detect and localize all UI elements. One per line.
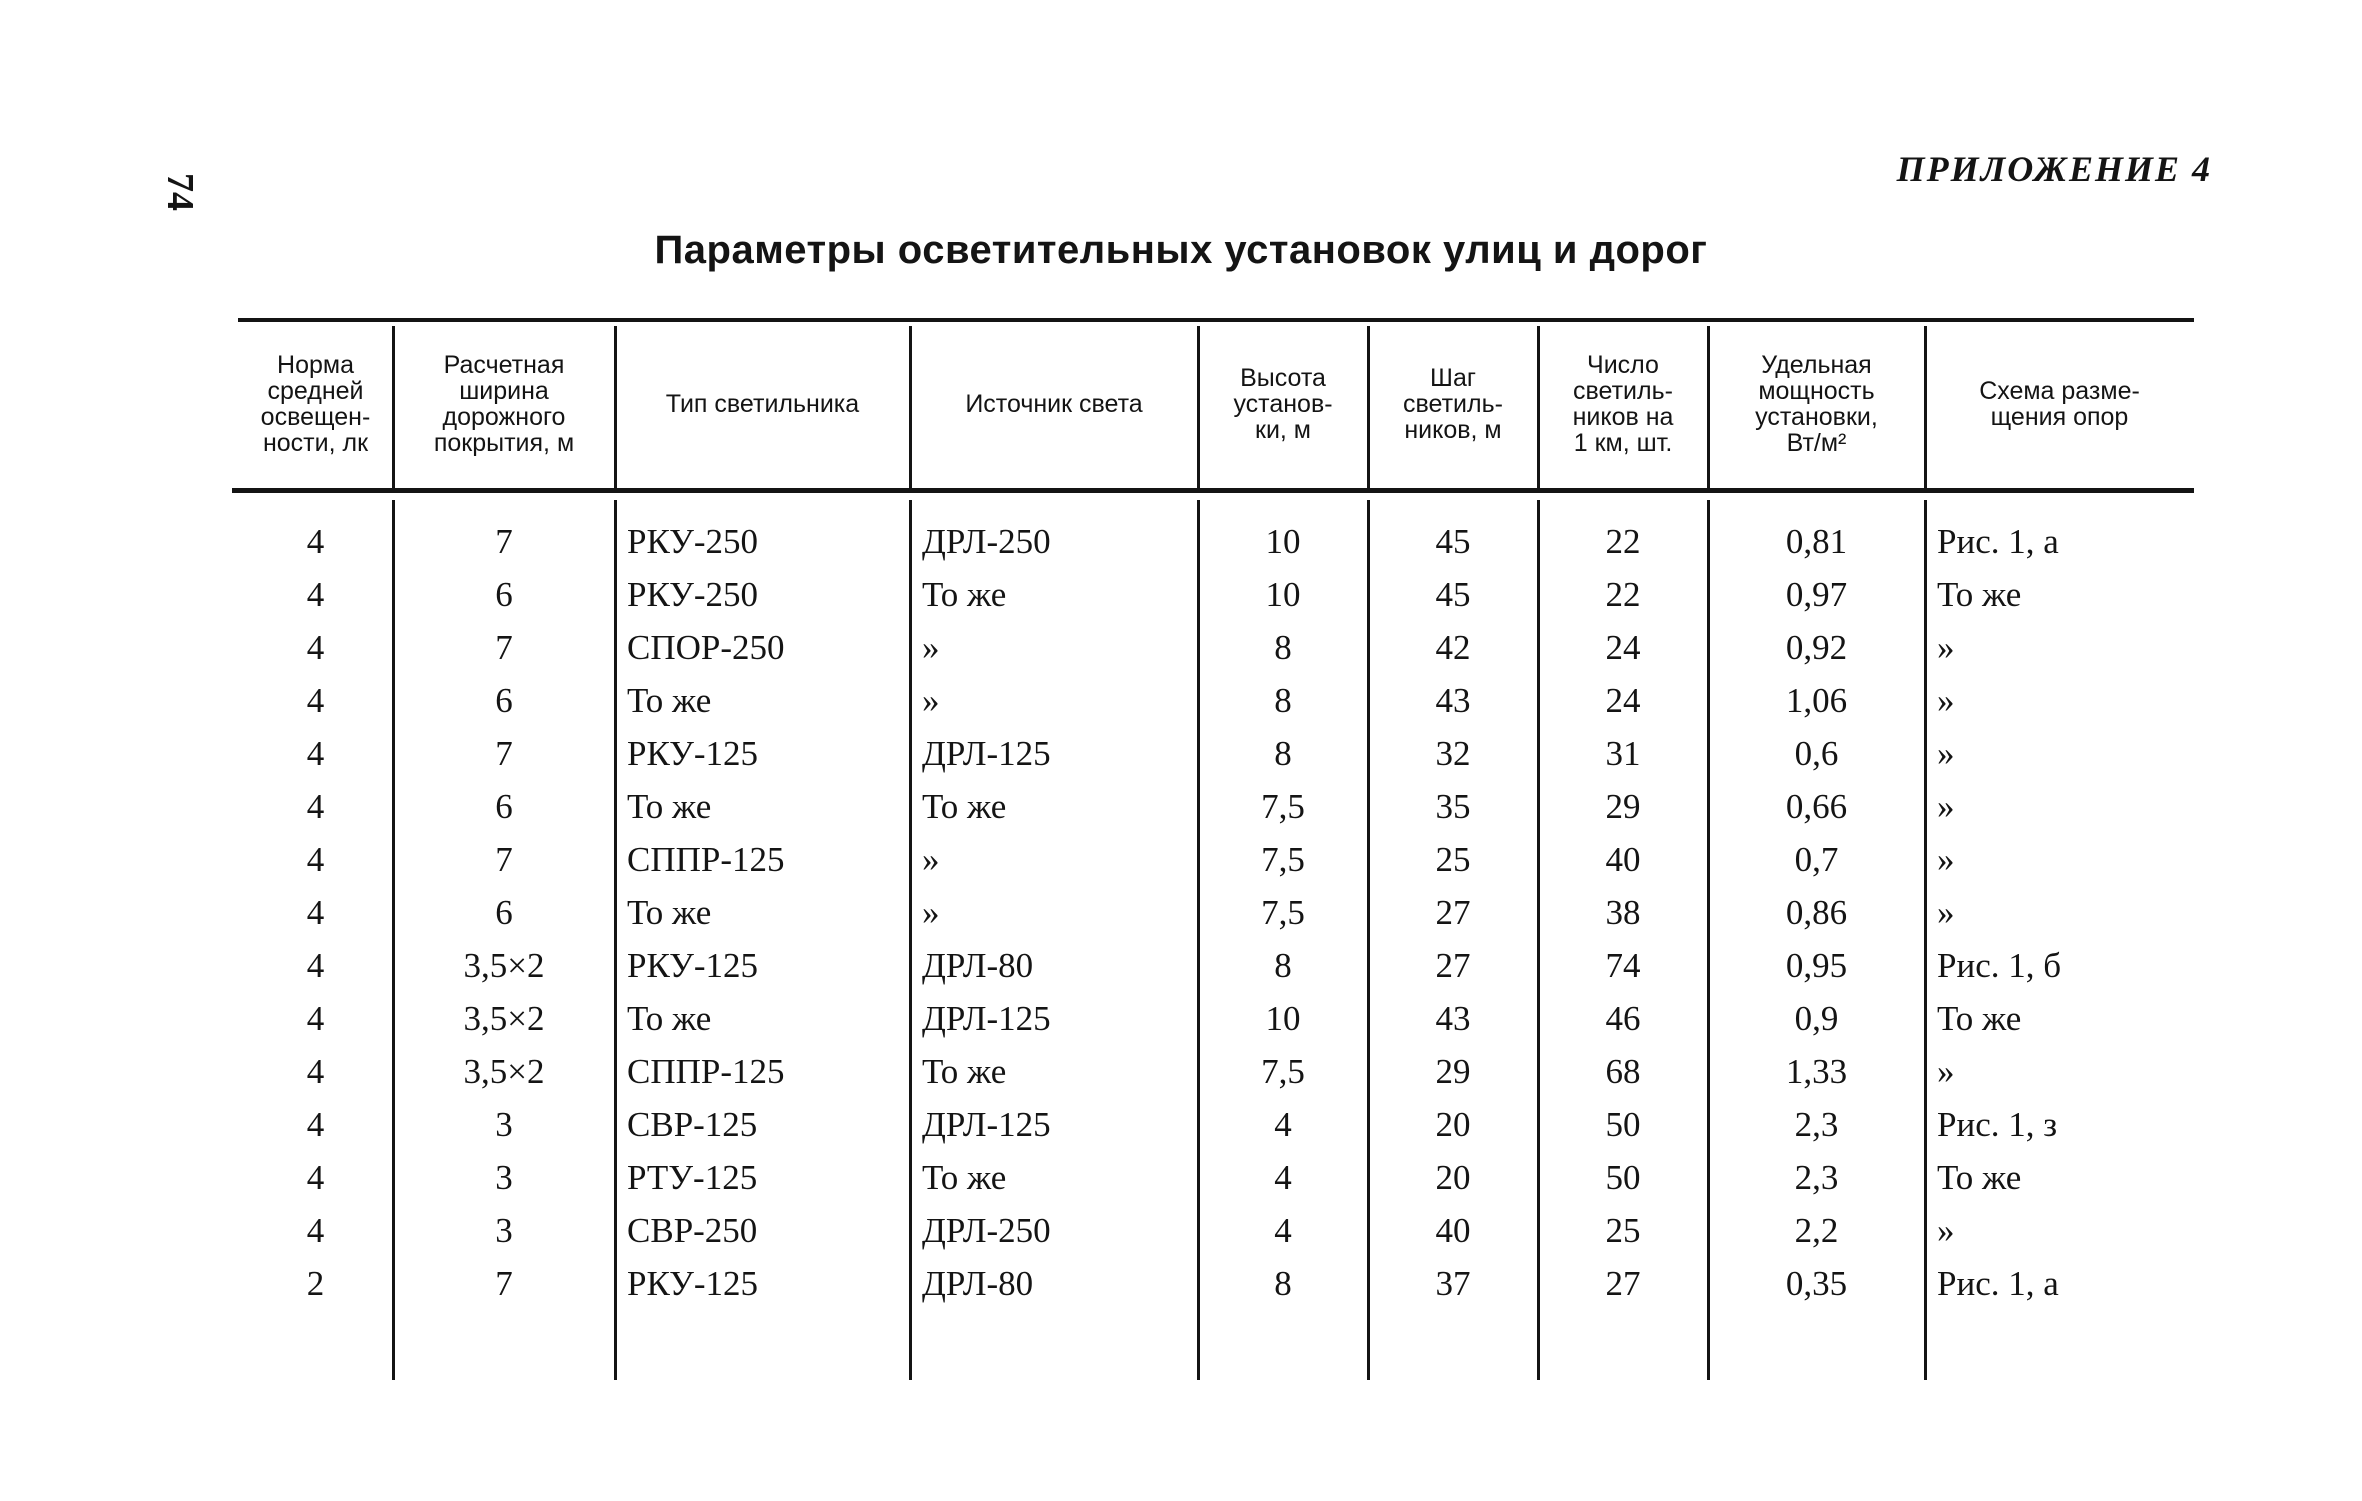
cell-illuminance: 4 xyxy=(306,522,325,561)
cell-road-width: 7 xyxy=(495,840,513,879)
cell-specific-power: 0,81 xyxy=(1785,522,1848,561)
cell-luminaire-type: РКУ-250 xyxy=(627,522,759,561)
cell-luminaire-spacing: 45 xyxy=(1435,575,1471,614)
cell-illuminance: 4 xyxy=(306,734,325,773)
cell-luminaire-type: РКУ-125 xyxy=(627,734,759,773)
cell-luminaire-spacing: 45 xyxy=(1435,522,1471,561)
cell-light-source: ДРЛ-250 xyxy=(922,1211,1051,1250)
cell-luminaire-spacing: 42 xyxy=(1435,628,1471,667)
cell-mount-height: 4 xyxy=(1274,1158,1292,1197)
cell-illuminance: 4 xyxy=(306,681,325,720)
cell-luminaires-per-km: 25 xyxy=(1605,1211,1641,1250)
cell-pole-layout: » xyxy=(1937,734,1955,773)
cell-light-source: » xyxy=(922,681,940,720)
cell-luminaire-type: РКУ-250 xyxy=(627,575,759,614)
cell-road-width: 3,5×2 xyxy=(463,999,545,1038)
cell-pole-layout: Рис. 1, з xyxy=(1937,1105,2058,1144)
cell-specific-power: 0,6 xyxy=(1794,734,1839,773)
header-luminaire-spacing: Шаг светиль- ников, м xyxy=(1403,364,1503,444)
cell-luminaires-per-km: 22 xyxy=(1605,575,1641,614)
cell-luminaire-spacing: 25 xyxy=(1435,840,1471,879)
cell-road-width: 7 xyxy=(495,1264,513,1303)
cell-luminaire-spacing: 29 xyxy=(1435,1052,1471,1091)
cell-light-source: То же xyxy=(922,575,1007,614)
cell-specific-power: 0,95 xyxy=(1785,946,1848,985)
table-header-rule xyxy=(232,488,2194,493)
cell-mount-height: 4 xyxy=(1274,1211,1292,1250)
cell-mount-height: 4 xyxy=(1274,1105,1292,1144)
header-road-width: Расчетная ширина дорожного покрытия, м xyxy=(433,351,575,457)
header-illuminance: Норма средней освещен- ности, лк xyxy=(260,351,371,457)
cell-luminaire-type: СВР-125 xyxy=(627,1105,758,1144)
header-luminaire-type: Тип светильника xyxy=(665,390,860,418)
cell-luminaires-per-km: 50 xyxy=(1605,1158,1641,1197)
header-light-source: Источник света xyxy=(965,390,1143,418)
cell-specific-power: 2,2 xyxy=(1794,1211,1839,1250)
cell-pole-layout: » xyxy=(1937,1052,1955,1091)
cell-illuminance: 4 xyxy=(306,575,325,614)
cell-illuminance: 4 xyxy=(306,999,325,1038)
cell-road-width: 7 xyxy=(495,522,513,561)
cell-light-source: То же xyxy=(922,1052,1007,1091)
cell-illuminance: 4 xyxy=(306,893,325,932)
cell-light-source: » xyxy=(922,893,940,932)
cell-illuminance: 4 xyxy=(306,787,325,826)
cell-luminaires-per-km: 74 xyxy=(1605,946,1641,985)
page-number: 74 xyxy=(159,173,201,211)
cell-luminaire-type: СППР-125 xyxy=(627,1052,785,1091)
cell-road-width: 7 xyxy=(495,628,513,667)
cell-light-source: ДРЛ-80 xyxy=(922,946,1034,985)
cell-mount-height: 8 xyxy=(1274,946,1292,985)
cell-illuminance: 4 xyxy=(306,1052,325,1091)
cell-light-source: ДРЛ-125 xyxy=(922,734,1051,773)
cell-luminaire-spacing: 32 xyxy=(1435,734,1471,773)
cell-illuminance: 4 xyxy=(306,840,325,879)
cell-luminaire-type: То же xyxy=(627,681,712,720)
cell-illuminance: 4 xyxy=(306,628,325,667)
cell-mount-height: 7,5 xyxy=(1261,840,1305,879)
cell-luminaire-spacing: 27 xyxy=(1435,893,1471,932)
cell-luminaire-spacing: 20 xyxy=(1435,1105,1471,1144)
cell-light-source: То же xyxy=(922,787,1007,826)
cell-mount-height: 8 xyxy=(1274,681,1292,720)
cell-luminaires-per-km: 50 xyxy=(1605,1105,1641,1144)
cell-specific-power: 2,3 xyxy=(1794,1105,1839,1144)
cell-luminaire-spacing: 43 xyxy=(1435,681,1471,720)
cell-illuminance: 4 xyxy=(306,1211,325,1250)
table-top-rule xyxy=(238,318,2194,322)
cell-light-source: » xyxy=(922,628,940,667)
cell-mount-height: 10 xyxy=(1265,522,1301,561)
cell-luminaire-type: РТУ-125 xyxy=(627,1158,758,1197)
header-luminaires-per-km: Число светиль- ников на 1 км, шт. xyxy=(1572,351,1674,457)
cell-pole-layout: То же xyxy=(1937,1158,2022,1197)
cell-luminaire-type: СПОР-250 xyxy=(627,628,785,667)
cell-road-width: 3 xyxy=(495,1211,513,1250)
cell-luminaires-per-km: 29 xyxy=(1605,787,1641,826)
cell-road-width: 6 xyxy=(495,893,513,932)
cell-light-source: ДРЛ-80 xyxy=(922,1264,1034,1303)
cell-light-source: ДРЛ-250 xyxy=(922,522,1051,561)
cell-specific-power: 0,97 xyxy=(1785,575,1848,614)
cell-pole-layout: » xyxy=(1937,1211,1955,1250)
cell-light-source: То же xyxy=(922,1158,1007,1197)
cell-pole-layout: Рис. 1, б xyxy=(1937,946,2062,985)
cell-luminaires-per-km: 22 xyxy=(1605,522,1641,561)
cell-light-source: ДРЛ-125 xyxy=(922,1105,1051,1144)
cell-luminaire-spacing: 40 xyxy=(1435,1211,1471,1250)
cell-pole-layout: То же xyxy=(1937,999,2022,1038)
cell-mount-height: 8 xyxy=(1274,628,1292,667)
cell-illuminance: 2 xyxy=(306,1264,325,1303)
cell-illuminance: 4 xyxy=(306,1105,325,1144)
header-pole-layout: Схема разме- щения опор xyxy=(1979,377,2140,431)
cell-road-width: 6 xyxy=(495,575,513,614)
cell-luminaires-per-km: 27 xyxy=(1605,1264,1641,1303)
cell-road-width: 3,5×2 xyxy=(463,1052,545,1091)
cell-specific-power: 1,33 xyxy=(1785,1052,1848,1091)
cell-luminaire-type: РКУ-125 xyxy=(627,946,759,985)
cell-luminaire-type: СВР-250 xyxy=(627,1211,758,1250)
header-mount-height: Высота установ- ки, м xyxy=(1233,364,1333,444)
appendix-label: ПРИЛОЖЕНИЕ 4 xyxy=(1896,149,2212,189)
cell-specific-power: 0,66 xyxy=(1785,787,1848,826)
cell-luminaire-spacing: 27 xyxy=(1435,946,1471,985)
cell-pole-layout: » xyxy=(1937,893,1955,932)
cell-road-width: 3,5×2 xyxy=(463,946,545,985)
cell-light-source: » xyxy=(922,840,940,879)
header-specific-power: Удельная мощность установки, Вт/м² xyxy=(1755,351,1878,457)
cell-specific-power: 0,35 xyxy=(1785,1264,1848,1303)
cell-luminaires-per-km: 24 xyxy=(1605,628,1641,667)
cell-luminaire-type: РКУ-125 xyxy=(627,1264,759,1303)
page-title: Параметры осветительных установок улиц и дорог xyxy=(654,228,1708,272)
cell-mount-height: 7,5 xyxy=(1261,1052,1305,1091)
cell-mount-height: 7,5 xyxy=(1261,787,1305,826)
cell-road-width: 3 xyxy=(495,1158,513,1197)
cell-luminaires-per-km: 31 xyxy=(1605,734,1641,773)
cell-pole-layout: Рис. 1, а xyxy=(1937,522,2059,561)
cell-pole-layout: » xyxy=(1937,628,1955,667)
cell-road-width: 6 xyxy=(495,681,513,720)
cell-luminaire-type: То же xyxy=(627,999,712,1038)
cell-pole-layout: » xyxy=(1937,681,1955,720)
cell-luminaires-per-km: 68 xyxy=(1605,1052,1641,1091)
cell-luminaire-spacing: 37 xyxy=(1435,1264,1471,1303)
cell-light-source: ДРЛ-125 xyxy=(922,999,1051,1038)
cell-pole-layout: То же xyxy=(1937,575,2022,614)
cell-mount-height: 10 xyxy=(1265,575,1301,614)
cell-specific-power: 0,86 xyxy=(1785,893,1848,932)
cell-luminaire-type: То же xyxy=(627,787,712,826)
cell-specific-power: 2,3 xyxy=(1794,1158,1839,1197)
cell-specific-power: 1,06 xyxy=(1785,681,1848,720)
cell-specific-power: 0,9 xyxy=(1794,999,1839,1038)
cell-luminaires-per-km: 24 xyxy=(1605,681,1641,720)
cell-pole-layout: » xyxy=(1937,840,1955,879)
cell-specific-power: 0,7 xyxy=(1794,840,1839,879)
cell-mount-height: 7,5 xyxy=(1261,893,1305,932)
cell-luminaire-spacing: 43 xyxy=(1435,999,1471,1038)
cell-luminaire-spacing: 35 xyxy=(1435,787,1471,826)
cell-pole-layout: » xyxy=(1937,787,1955,826)
cell-luminaire-spacing: 20 xyxy=(1435,1158,1471,1197)
cell-luminaire-type: СППР-125 xyxy=(627,840,785,879)
cell-mount-height: 8 xyxy=(1274,1264,1292,1303)
cell-luminaire-type: То же xyxy=(627,893,712,932)
cell-luminaires-per-km: 38 xyxy=(1605,893,1641,932)
cell-luminaires-per-km: 40 xyxy=(1605,840,1641,879)
cell-road-width: 3 xyxy=(495,1105,513,1144)
cell-illuminance: 4 xyxy=(306,1158,325,1197)
cell-road-width: 7 xyxy=(495,734,513,773)
cell-specific-power: 0,92 xyxy=(1785,628,1848,667)
cell-mount-height: 10 xyxy=(1265,999,1301,1038)
cell-luminaires-per-km: 46 xyxy=(1605,999,1641,1038)
cell-mount-height: 8 xyxy=(1274,734,1292,773)
cell-illuminance: 4 xyxy=(306,946,325,985)
cell-road-width: 6 xyxy=(495,787,513,826)
cell-pole-layout: Рис. 1, а xyxy=(1937,1264,2059,1303)
